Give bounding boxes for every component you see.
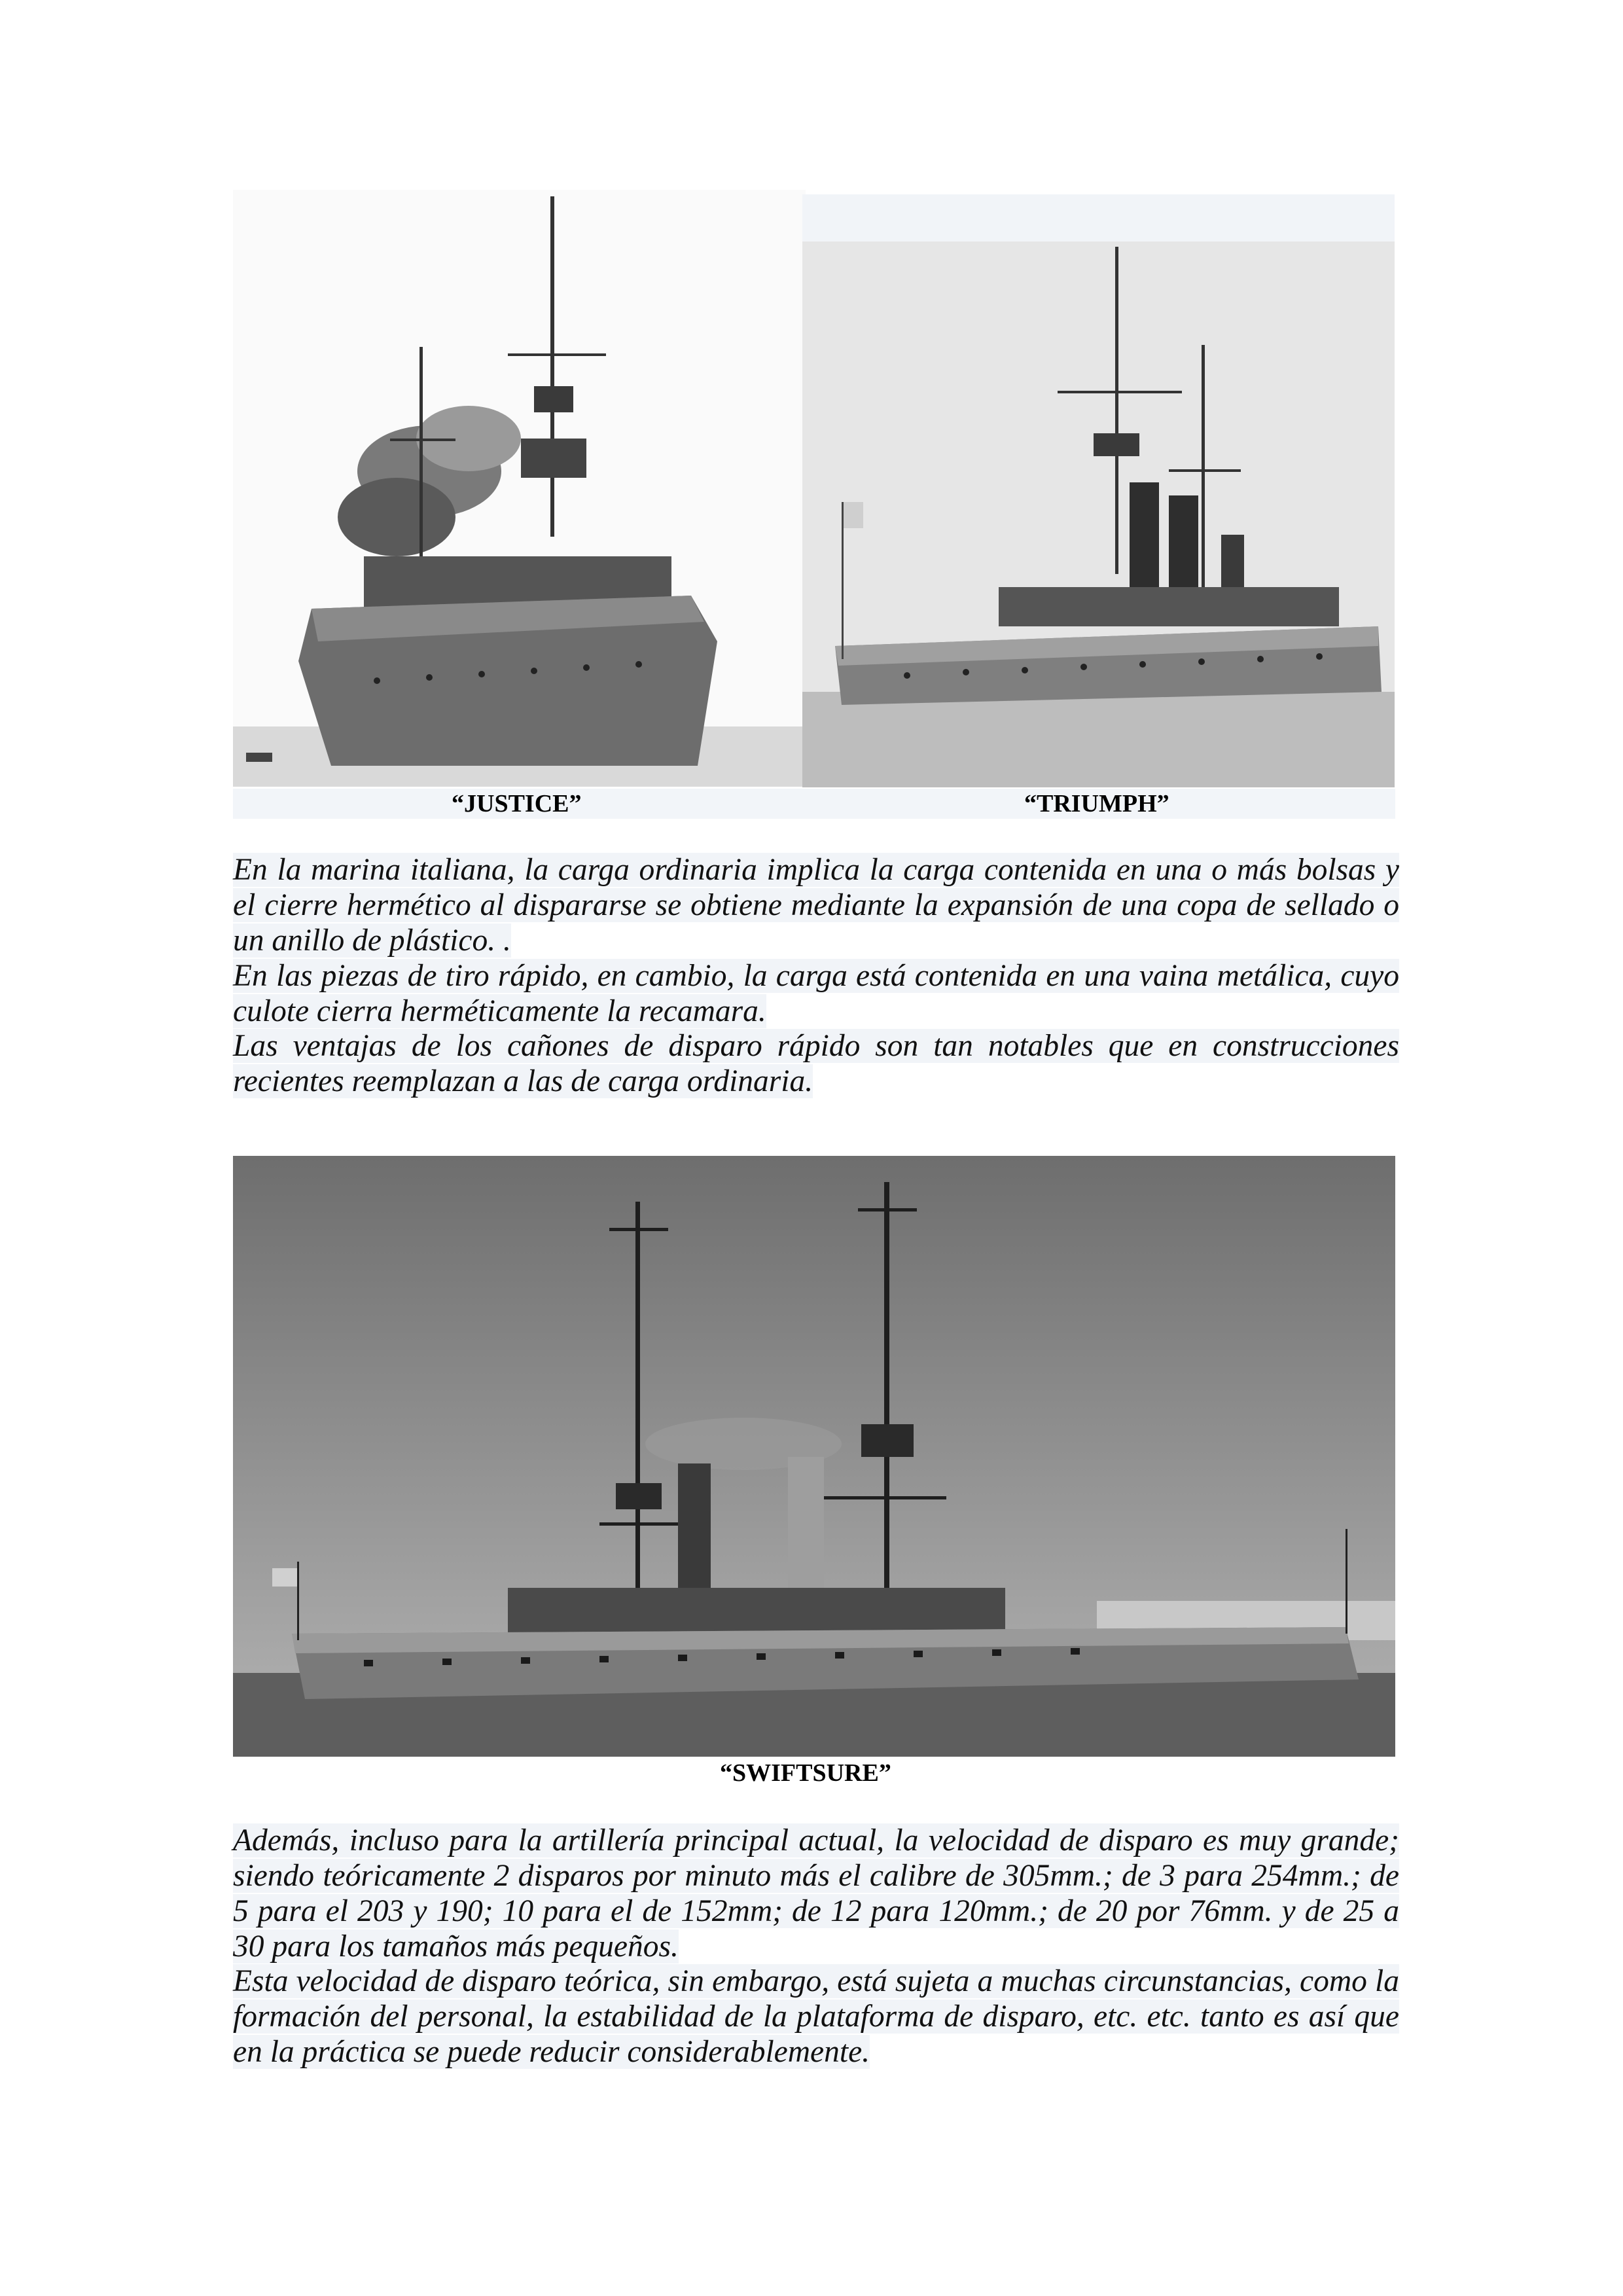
paragraph-text: Además, incluso para la artillería principal actual, la velocidad de disparo es muy grande; siendo teóricamente 2 disparos por minuto más el calibre de 305mm.; de 3 para 254mm.; de 5 para el 203 y 190; 10 para el de 152mm; de 12 para 120mm.; de 20 por 76mm. y de 25 a 30 para los tamaños más pequeños.: [233, 1823, 1399, 1964]
justice-ship-image: [233, 190, 806, 787]
caption-swiftsure: “SWIFTSURE”: [720, 1759, 891, 1787]
paragraph-velocidad-disparo: [233, 1823, 1399, 1964]
paragraph-carga-ordinaria: [233, 852, 1399, 958]
caption-bar: [233, 789, 1395, 819]
photo-swiftsure: [233, 1156, 1395, 1757]
paragraph-text: En las piezas de tiro rápido, en cambio, la carga está contenida en una vaina metálica, cuyo culote cierra herméticamente la recamara.: [233, 959, 1399, 1028]
swiftsure-ship-image: [233, 1156, 1395, 1757]
paragraph-tiro-rapido: [233, 958, 1399, 1029]
triumph-photo-top-strip: [802, 194, 1395, 242]
paragraph-text: Las ventajas de los cañones de disparo rápido son tan notables que en construcciones recientes reemplazan a las de carga ordinaria.: [233, 1029, 1399, 1098]
paragraph-text: Esta velocidad de disparo teórica, sin embargo, está sujeta a muchas circunstancias, como la formación del personal, la estabilidad de la plataforma de disparo, etc. etc. tanto es así que en la práctica se puede reducir considerablemente.: [233, 1964, 1399, 2069]
triumph-ship-image: [802, 194, 1395, 787]
paragraph-ventajas: [233, 1028, 1399, 1099]
caption-triumph: “TRIUMPH”: [1024, 790, 1169, 817]
photo-triumph: [802, 194, 1395, 787]
photo-justice: [233, 190, 806, 787]
paragraph-velocidad-teorica: [233, 1964, 1399, 2070]
paragraph-text: En la marina italiana, la carga ordinaria implica la carga contenida en una o más bolsas y el cierre hermético al dispararse se obtiene mediante la expansión de una copa de sellado o un anillo de plástico. .: [233, 853, 1399, 958]
caption-justice: “JUSTICE”: [452, 790, 582, 817]
